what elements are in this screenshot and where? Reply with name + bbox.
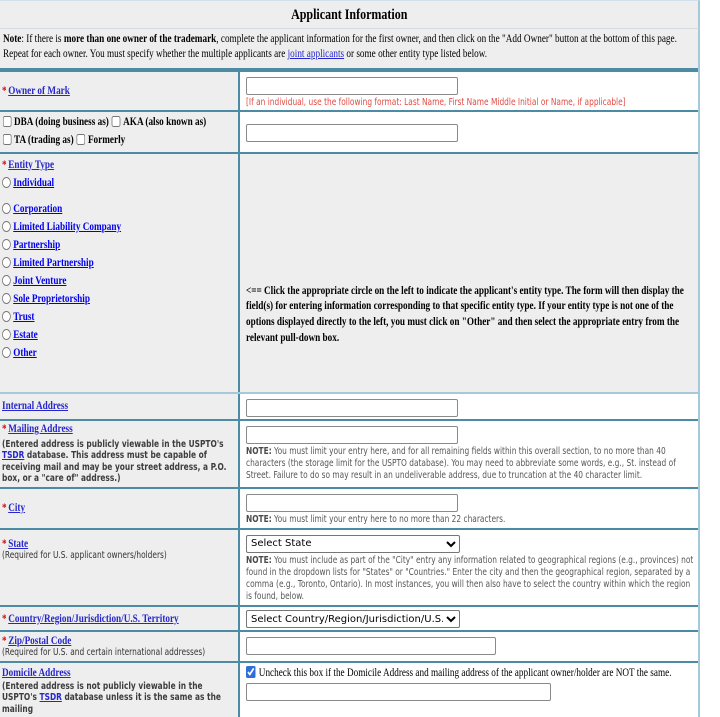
city-link[interactable]: City — [8, 502, 26, 515]
entity-option-individual[interactable]: Individual — [13, 176, 55, 189]
aka-label: AKA (also known as) — [123, 116, 207, 129]
owner-of-mark-row — [0, 70, 698, 111]
dba-checkbox[interactable] — [3, 116, 12, 127]
city-input[interactable] — [246, 494, 458, 512]
domicile-address-row — [0, 661, 698, 717]
internal-address-link[interactable]: Internal Address — [2, 400, 69, 413]
country-link[interactable]: Country/Region/Jurisdiction/U.S. Territory — [8, 612, 179, 625]
entity-option-trust[interactable]: Trust — [13, 310, 35, 323]
entity-option-sole-proprietorship[interactable]: Sole Proprietorship — [13, 292, 90, 305]
mailing-address-note: NOTE: You must limit your entry here, and for all remaining fields within this overall section, to no more than 40 characters (the storage limit for the USPTO database). You may need to abbreviate some words, e.g., St. instead of Street. Failure to do so may result in an undeliverable address, due to truncation at the 40 character limit. — [246, 445, 676, 481]
formerly-label: Formerly — [87, 133, 126, 146]
entity-option-limited-partnership[interactable]: Limited Partnership — [13, 256, 94, 269]
state-note: NOTE: You must include as part of the "City" entry any information related to geographical regions (e.g., provinces) not found in the dropdown lists for "States" or "Countries." Enter the city and then the geographical region, separated by a comma (e.g., Toronto, Ontario). In most instances, you will then also have to select the country within which the region is found, below. — [246, 554, 694, 603]
entity-radio-individual[interactable] — [2, 177, 11, 188]
joint-applicants-link[interactable]: joint applicants — [287, 48, 345, 61]
required-asterisk: * — [2, 635, 7, 648]
mailing-address-description: (Entered address is publicly viewable in the USPTO's TSDR database. This address must be capable of receiving mail and may be your street address, a P.O. box, or a "care of" address.) — [2, 438, 227, 485]
tsdr-link[interactable]: TSDR — [2, 450, 25, 462]
required-asterisk: * — [2, 502, 7, 515]
state-row — [0, 528, 698, 605]
internal-address-input[interactable] — [246, 399, 458, 417]
mailing-address-input[interactable] — [246, 426, 458, 444]
zip-link[interactable]: Zip/Postal Code — [8, 635, 72, 648]
entity-radio-joint-venture[interactable] — [2, 275, 11, 286]
dba-name-input[interactable] — [246, 124, 458, 142]
page-title: Applicant Information — [0, 4, 698, 29]
domicile-address-description: (Entered address is not publicly viewable in the USPTO's TSDR database unless it is the same as the mailing — [2, 680, 221, 715]
entity-radio-partnership[interactable] — [2, 239, 11, 250]
entity-option-corporation[interactable]: Corporation — [13, 202, 63, 215]
entity-type-link[interactable]: Entity Type — [8, 158, 55, 171]
dba-aka-row — [0, 110, 698, 152]
entity-radio-trust[interactable] — [2, 311, 11, 322]
country-select[interactable] — [246, 610, 460, 628]
domicile-address-input[interactable] — [246, 683, 551, 701]
city-row — [0, 487, 698, 528]
domicile-same-checkbox[interactable] — [246, 666, 256, 678]
aka-checkbox[interactable] — [112, 116, 121, 127]
zip-input[interactable] — [246, 637, 496, 655]
state-link[interactable]: State — [8, 537, 29, 550]
entity-type-instruction: <== Click the appropriate circle on the left to indicate the applicant's entity type. The form will then display the field(s) for entering information corresponding to that specific entity type. If your entity type is not one of the options displayed directly to the left, you must click on "Other" and then select the appropriate entry from the relevant pull-down box. — [246, 284, 684, 344]
state-select[interactable] — [246, 535, 460, 553]
entity-option-joint-venture[interactable]: Joint Venture — [13, 274, 67, 287]
mailing-address-link[interactable]: Mailing Address — [8, 422, 73, 435]
country-row — [0, 605, 698, 630]
domicile-checkbox-label: Uncheck this box if the Domicile Address and mailing address of the applicant owner/holder are NOT the same. — [258, 666, 672, 679]
entity-option-estate[interactable]: Estate — [13, 328, 38, 341]
entity-type-row — [0, 152, 698, 392]
tsdr-link[interactable]: TSDR — [39, 692, 62, 704]
required-asterisk: * — [2, 612, 7, 625]
multi-owner-note: Note: If there is more than one owner of the trademark, complete the applicant information for the first owner, and then click on the "Add Owner" button at the bottom of this page. Repeat for each owner. You must specify whether the multiple applicants are joint applicants or some other entity type listed below. — [3, 33, 677, 61]
entity-option-other[interactable]: Other — [13, 346, 37, 359]
domicile-address-link[interactable]: Domicile Address — [2, 666, 71, 679]
required-asterisk: * — [2, 422, 7, 435]
entity-option-partnership[interactable]: Partnership — [13, 238, 61, 251]
ta-checkbox[interactable] — [3, 134, 12, 145]
owner-format-helper: [If an individual, use the following format: Last Name, First Name Middle Initial or Name, if applicable] — [246, 96, 626, 108]
required-asterisk: * — [2, 158, 7, 171]
owner-of-mark-input[interactable] — [246, 77, 458, 95]
required-asterisk: * — [2, 84, 7, 97]
ta-label: TA (trading as) — [14, 133, 74, 146]
entity-radio-corporation[interactable] — [2, 203, 11, 214]
note-bold-phrase: more than one owner of the trademark — [63, 33, 217, 45]
owner-of-mark-link[interactable]: Owner of Mark — [8, 84, 70, 97]
city-note: NOTE: You must limit your entry here to no more than 22 characters. — [246, 513, 506, 525]
dba-label: DBA (doing business as) — [14, 116, 109, 129]
form-header — [0, 1, 698, 70]
note-label: Note — [3, 33, 22, 45]
entity-radio-limited-partnership[interactable] — [2, 257, 11, 268]
entity-radio-other[interactable] — [2, 347, 11, 358]
internal-address-row — [0, 392, 698, 419]
state-required-note: (Required for U.S. applicant owners/holders) — [2, 549, 167, 561]
entity-radio-sole-proprietorship[interactable] — [2, 293, 11, 304]
entity-radio-llc[interactable] — [2, 221, 11, 232]
formerly-checkbox[interactable] — [77, 134, 86, 145]
entity-option-llc[interactable]: Limited Liability Company — [13, 220, 122, 233]
entity-radio-estate[interactable] — [2, 329, 11, 340]
zip-row — [0, 630, 698, 661]
zip-required-note: (Required for U.S. and certain international addresses) — [2, 647, 206, 659]
required-asterisk: * — [2, 537, 7, 550]
mailing-address-row — [0, 419, 698, 487]
